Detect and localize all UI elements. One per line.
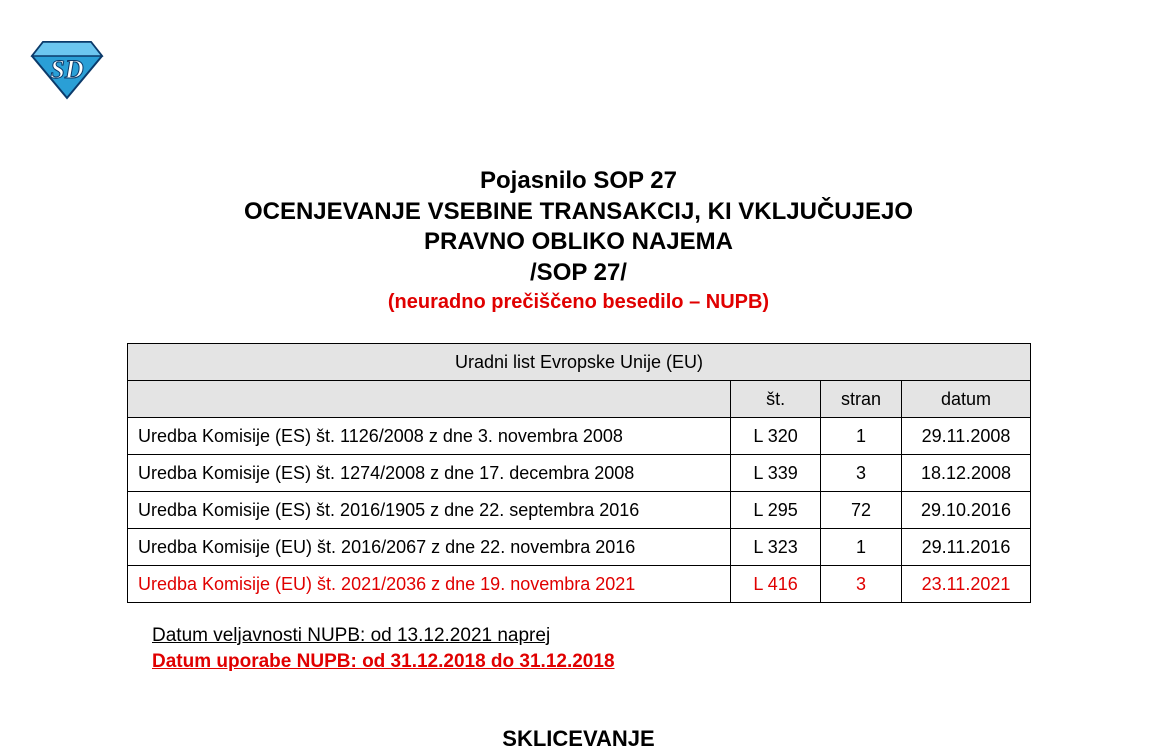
table-caption-row [128, 344, 1031, 381]
cell-stran: 1 [821, 529, 902, 566]
title-block [0, 166, 1157, 316]
table-header-row [128, 381, 1031, 418]
cell-datum: 29.11.2008 [902, 418, 1031, 455]
cell-datum: 23.11.2021 [902, 566, 1031, 603]
table-row [128, 418, 1031, 455]
cell-regulation: Uredba Komisije (EU) št. 2021/2036 z dne 19. novembra 2021 [128, 566, 731, 603]
cell-regulation: Uredba Komisije (EU) št. 2016/2067 z dne 22. novembra 2016 [128, 529, 731, 566]
column-header-datum: datum [902, 381, 1031, 418]
cell-stran: 3 [821, 566, 902, 603]
title-subtitle: (neuradno prečiščeno besedilo – NUPB) [387, 291, 770, 313]
regulations-table [127, 343, 1031, 603]
table-row [128, 529, 1031, 566]
column-header-stran: stran [821, 381, 902, 418]
cell-stran: 72 [821, 492, 902, 529]
cell-regulation: Uredba Komisije (ES) št. 1126/2008 z dne 3. novembra 2008 [128, 418, 731, 455]
logo-text: SD [50, 55, 84, 84]
cell-regulation: Uredba Komisije (ES) št. 2016/1905 z dne 22. septembra 2016 [128, 492, 731, 529]
diamond-logo-icon [30, 40, 104, 100]
section-heading: SKLICEVANJE [502, 726, 655, 751]
cell-st: L 323 [731, 529, 821, 566]
cell-st: L 339 [731, 455, 821, 492]
usage-date-note: Datum uporabe NUPB: od 31.12.2018 do 31.12.2018 [152, 651, 615, 672]
cell-datum: 18.12.2008 [902, 455, 1031, 492]
title-line-3: PRAVNO OBLIKO NAJEMA [424, 228, 733, 255]
table-row-highlighted [128, 566, 1031, 603]
cell-st: L 320 [731, 418, 821, 455]
cell-st: L 416 [731, 566, 821, 603]
cell-st: L 295 [731, 492, 821, 529]
table-row [128, 455, 1031, 492]
cell-datum: 29.11.2016 [902, 529, 1031, 566]
table-caption: Uradni list Evropske Unije (EU) [128, 344, 1031, 381]
title-line-4: /SOP 27/ [530, 258, 627, 286]
cell-regulation: Uredba Komisije (ES) št. 1274/2008 z dne 17. decembra 2008 [128, 455, 731, 492]
title-line-1: Pojasnilo SOP 27 [480, 167, 677, 194]
title-line-2: OCENJEVANJE VSEBINE TRANSAKCIJ, KI VKLJUČUJEJO [243, 197, 914, 225]
cell-stran: 3 [821, 455, 902, 492]
column-header-regulation [128, 381, 731, 418]
validity-date-note: Datum veljavnosti NUPB: od 13.12.2021 naprej [152, 625, 551, 646]
table-row [128, 492, 1031, 529]
cell-stran: 1 [821, 418, 902, 455]
cell-datum: 29.10.2016 [902, 492, 1031, 529]
column-header-st: št. [731, 381, 821, 418]
